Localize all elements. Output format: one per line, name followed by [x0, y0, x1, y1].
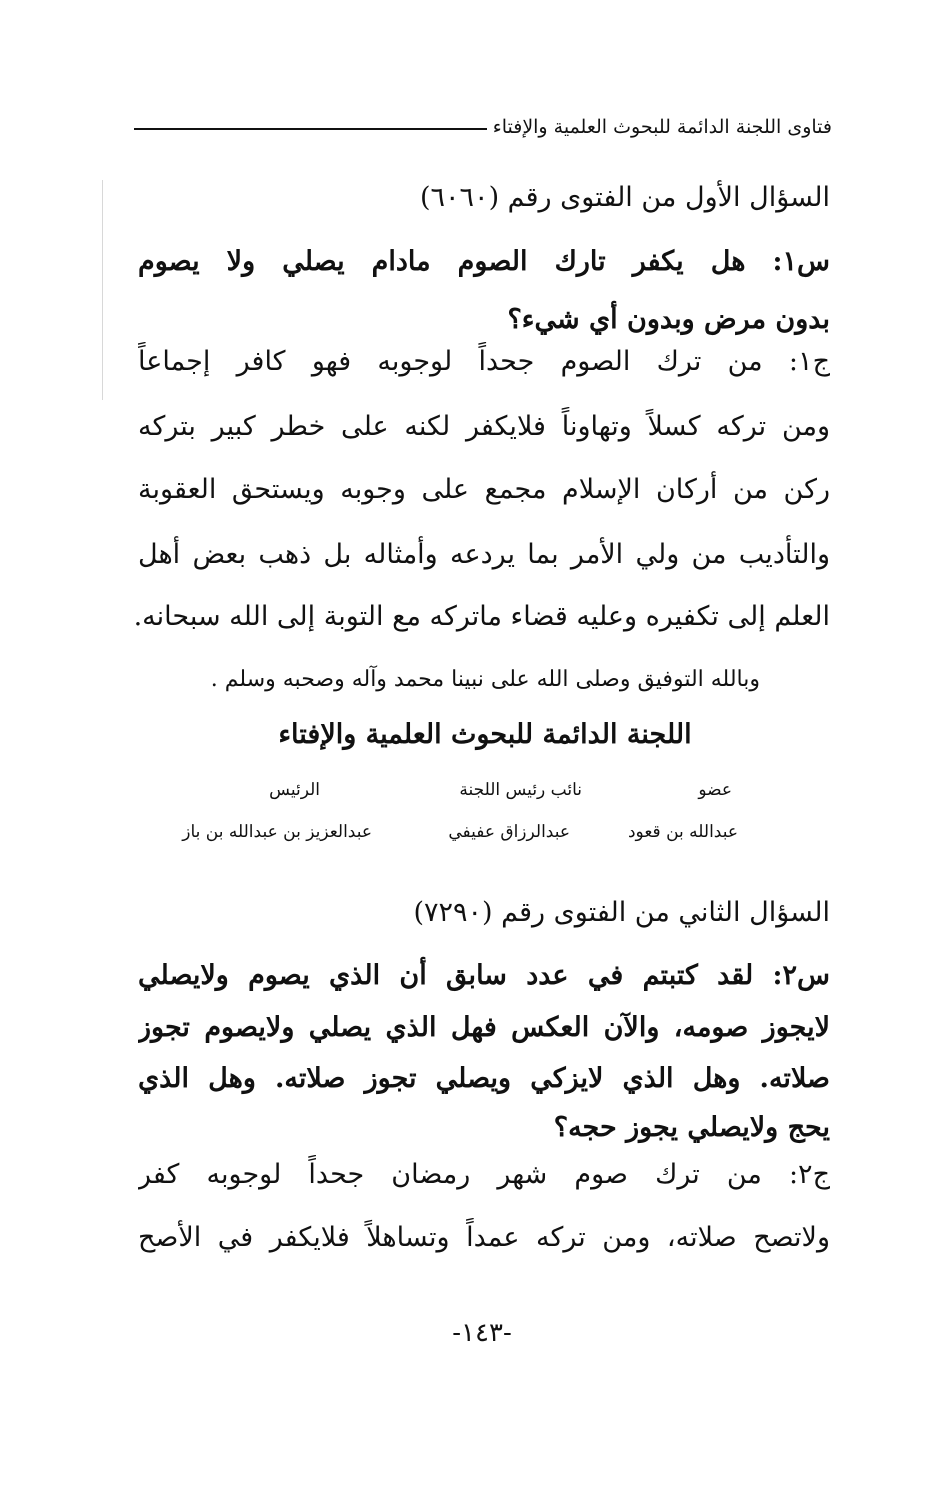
fatwa-1-answer-line-5: العلم إلى تكفيره وعليه قضاء ماتركه مع التوبة إلى الله سبحانه.	[133, 601, 830, 632]
signature-chairman-title: الرئيس	[269, 780, 320, 800]
header-rule	[134, 128, 487, 130]
fatwa-1-heading: السؤال الأول من الفتوى رقم (٦٠٦٠)	[420, 182, 830, 213]
fatwa-1-answer-line-3: ركن من أركان الإسلام مجمع على وجوبه ويستحق العقوبة	[138, 474, 830, 505]
signature-deputy-name: عبدالرزاق عفيفي	[448, 822, 570, 842]
fatwa-1-question-line-1: س١: هل يكفر تارك الصوم مادام يصلي ولا يصوم	[138, 246, 830, 277]
fatwa-1-answer-line-4: والتأديب من ولي الأمر بما يردعه وأمثاله بل ذهب بعض أهل	[138, 539, 830, 570]
fatwa-2-question-line-2: لايجوز صومه، والآن العكس فهل الذي يصلي ولايصوم تجوز	[138, 1012, 830, 1043]
fatwa-2-heading: السؤال الثاني من الفتوى رقم (٧٢٩٠)	[413, 897, 830, 928]
fatwa-1-answer-line-2: ومن تركه كسلاً وتهاوناً فلايكفر لكنه على خطر كبير بتركه	[138, 411, 830, 442]
fatwa-1-answer-line-1: ج١: من ترك الصوم جحداً لوجوبه فهو كافر إجماعاً	[138, 346, 830, 377]
page-edge-shadow	[102, 180, 103, 400]
fatwa-1-question-line-2: بدون مرض وبدون أي شيء؟	[507, 304, 830, 335]
running-header-title: فتاوى اللجنة الدائمة للبحوث العلمية والإفتاء	[492, 116, 832, 138]
committee-name: اللجنة الدائمة للبحوث العلمية والإفتاء	[278, 719, 692, 750]
fatwa-1-closing: وبالله التوفيق وصلى الله على نبينا محمد وآله وصحبه وسلم .	[210, 667, 760, 692]
signature-deputy-title: نائب رئيس اللجنة	[459, 780, 582, 800]
signature-chairman-name: عبدالعزيز بن عبدالله بن باز	[182, 822, 372, 842]
fatwa-2-question-line-4: يحج ولايصلي يجوز حجه؟	[553, 1112, 830, 1143]
fatwa-2-question-line-1: س٢: لقد كتبتم في عدد سابق أن الذي يصوم ولايصلي	[138, 960, 830, 991]
fatwa-2-question-line-3: صلاته. وهل الذي لايزكي ويصلي تجوز صلاته. وهل الذي	[138, 1063, 830, 1094]
fatwa-2-answer-line-2: ولاتصح صلاته، ومن تركه عمداً وتساهلاً فلايكفر في الأصح	[138, 1222, 830, 1253]
signature-member-name: عبدالله بن قعود	[627, 822, 738, 842]
signature-member-title: عضو	[698, 780, 732, 800]
fatwa-2-answer-line-1: ج٢: من ترك صوم شهر رمضان جحداً لوجوبه كفر	[138, 1159, 830, 1190]
running-header	[134, 112, 832, 142]
page-number: -١٤٣-	[452, 1318, 512, 1348]
